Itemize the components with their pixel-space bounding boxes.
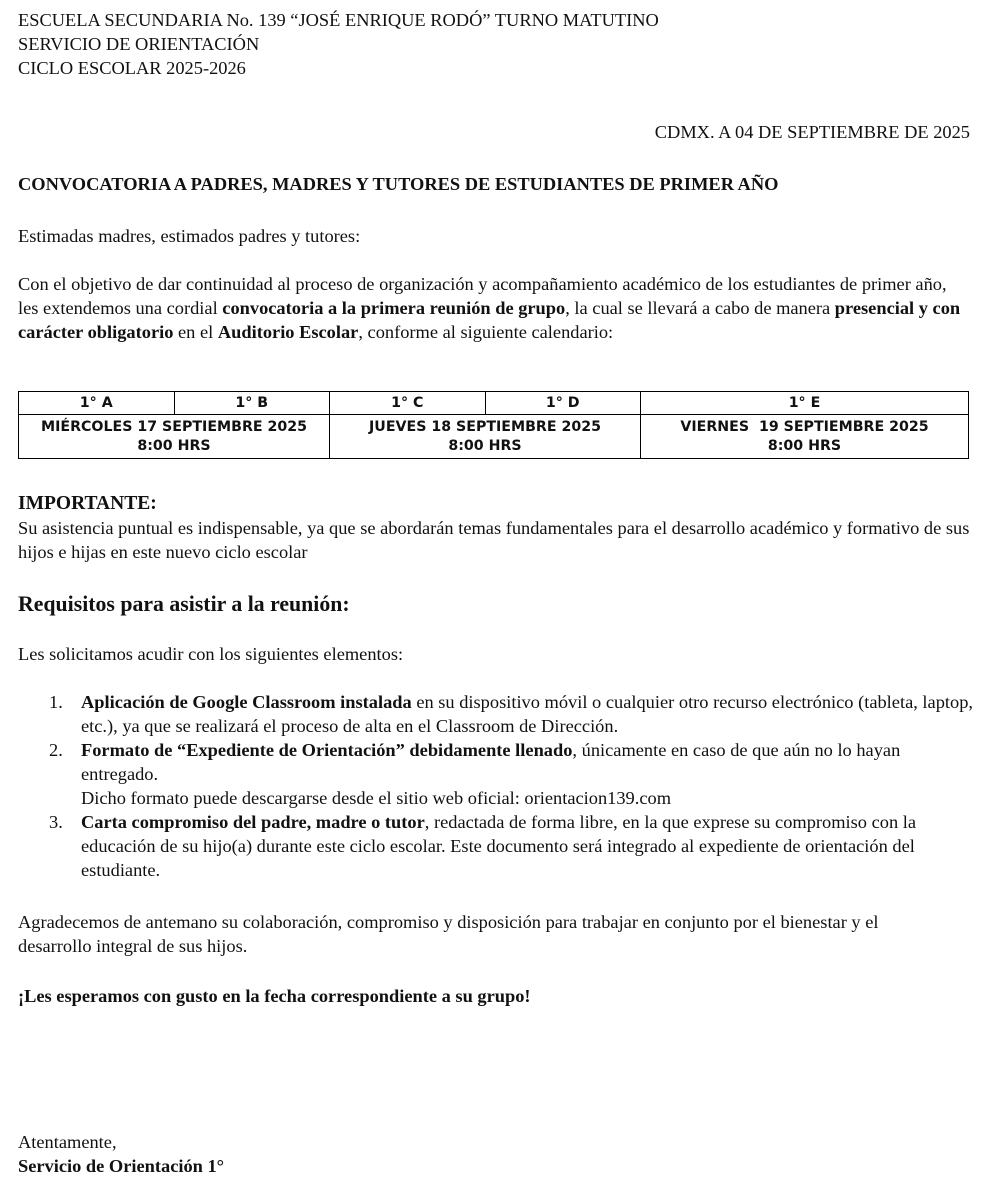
document-page [18,8,973,1176]
group-cell: 1° E [641,392,969,415]
greeting: Estimadas madres, estimados padres y tutores: [18,226,361,246]
session-time: 8:00 HRS [767,437,842,454]
important-text: Su asistencia puntual es indispensable, ya que se abordarán temas fundamentales para el desarrollo académico y formativo de sus hijos e hijas en este nuevo ciclo escolar [18,518,970,562]
intro-bold-invitation: convocatoria a la primera reunión de grupo [222,298,566,318]
list-item [49,810,976,882]
list-number: 1. [49,692,63,712]
signoff: Atentamente, [18,1132,117,1152]
service-name: SERVICIO DE ORIENTACIÓN [18,34,260,54]
document-title: CONVOCATORIA A PADRES, MADRES Y TUTORES DE ESTUDIANTES DE PRIMER AÑO [18,174,779,194]
requirement-text: en su dispositivo móvil o cualquier otro recurso electrónico (tableta, laptop, etc.), ya que se realizará el proceso de alta en el Classroom de Dirección. [81,692,973,736]
intro-bold-modality: presencial y con carácter obligatorio [18,298,961,342]
school-cycle: CICLO ESCOLAR 2025-2026 [18,58,246,78]
session-date: MIÉRCOLES 17 SEPTIEMBRE 2025 [41,418,307,435]
date-line: CDMX. A 04 DE SEPTIEMBRE DE 2025 [654,122,970,142]
schedule-table [18,391,969,459]
requirements-title: Requisitos para asistir a la reunión: [18,592,350,616]
session-cell [330,415,641,459]
session-cell [19,415,330,459]
intro-text: Con el objetivo de dar continuidad al proceso de organización y acompañamiento académico de los estudiantes de primer año, les extendemos una cordial [18,274,947,318]
requirement-note: Dicho formato puede descargarse desde el sitio web oficial: orientacion139.com [81,788,671,808]
letterhead [18,8,970,80]
thanks-paragraph: Agradecemos de antemano su colaboración, compromiso y disposición para trabajar en conjunto por el bienestar y el desarrollo integral de sus hijos. [18,912,879,956]
signature: Servicio de Orientación 1° [18,1156,225,1176]
requirements-intro: Les solicitamos acudir con los siguientes elementos: [18,644,404,664]
session-cell [641,415,969,459]
session-time: 8:00 HRS [448,437,522,454]
requirement-bold: Carta compromiso del padre, madre o tutor [81,812,425,832]
schedule-groups-row [19,392,969,415]
requirements-list [49,690,976,882]
school-name: ESCUELA SECUNDARIA No. 139 “JOSÉ ENRIQUE RODÓ” TURNO MATUTINO [18,10,659,30]
intro-bold-venue: Auditorio Escolar [217,322,359,342]
important-heading: IMPORTANTE: [18,493,157,514]
intro-text: en el [173,322,218,342]
list-number: 2. [49,740,63,760]
list-item [49,738,976,810]
group-cell: 1° A [19,392,175,415]
schedule-dates-row [19,415,969,459]
list-number: 3. [49,812,63,832]
requirement-text: , redactada de forma libre, en la que exprese su compromiso con la educación de su hijo(a) durante este ciclo escolar. Este documento será integrado al expediente de orientación del estudiante. [81,812,917,880]
group-cell: 1° D [485,392,641,415]
intro-text: , conforme al siguiente calendario: [358,322,614,342]
session-date: JUEVES 18 SEPTIEMBRE 2025 [369,418,601,435]
group-cell: 1° B [174,392,330,415]
group-cell: 1° C [330,392,486,415]
requirement-bold: Aplicación de Google Classroom instalada [81,692,412,712]
requirement-text: , únicamente en caso de que aún no lo hayan entregado. [81,740,901,784]
session-date: VIERNES 19 SEPTIEMBRE 2025 [680,418,929,435]
list-item [49,690,976,738]
session-time: 8:00 HRS [137,437,211,454]
intro-text: , la cual se llevará a cabo de manera [565,298,835,318]
intro-paragraph [18,272,970,344]
requirement-bold: Formato de “Expediente de Orientación” debidamente llenado [81,740,573,760]
closing-message: ¡Les esperamos con gusto en la fecha correspondiente a su grupo! [18,986,531,1006]
